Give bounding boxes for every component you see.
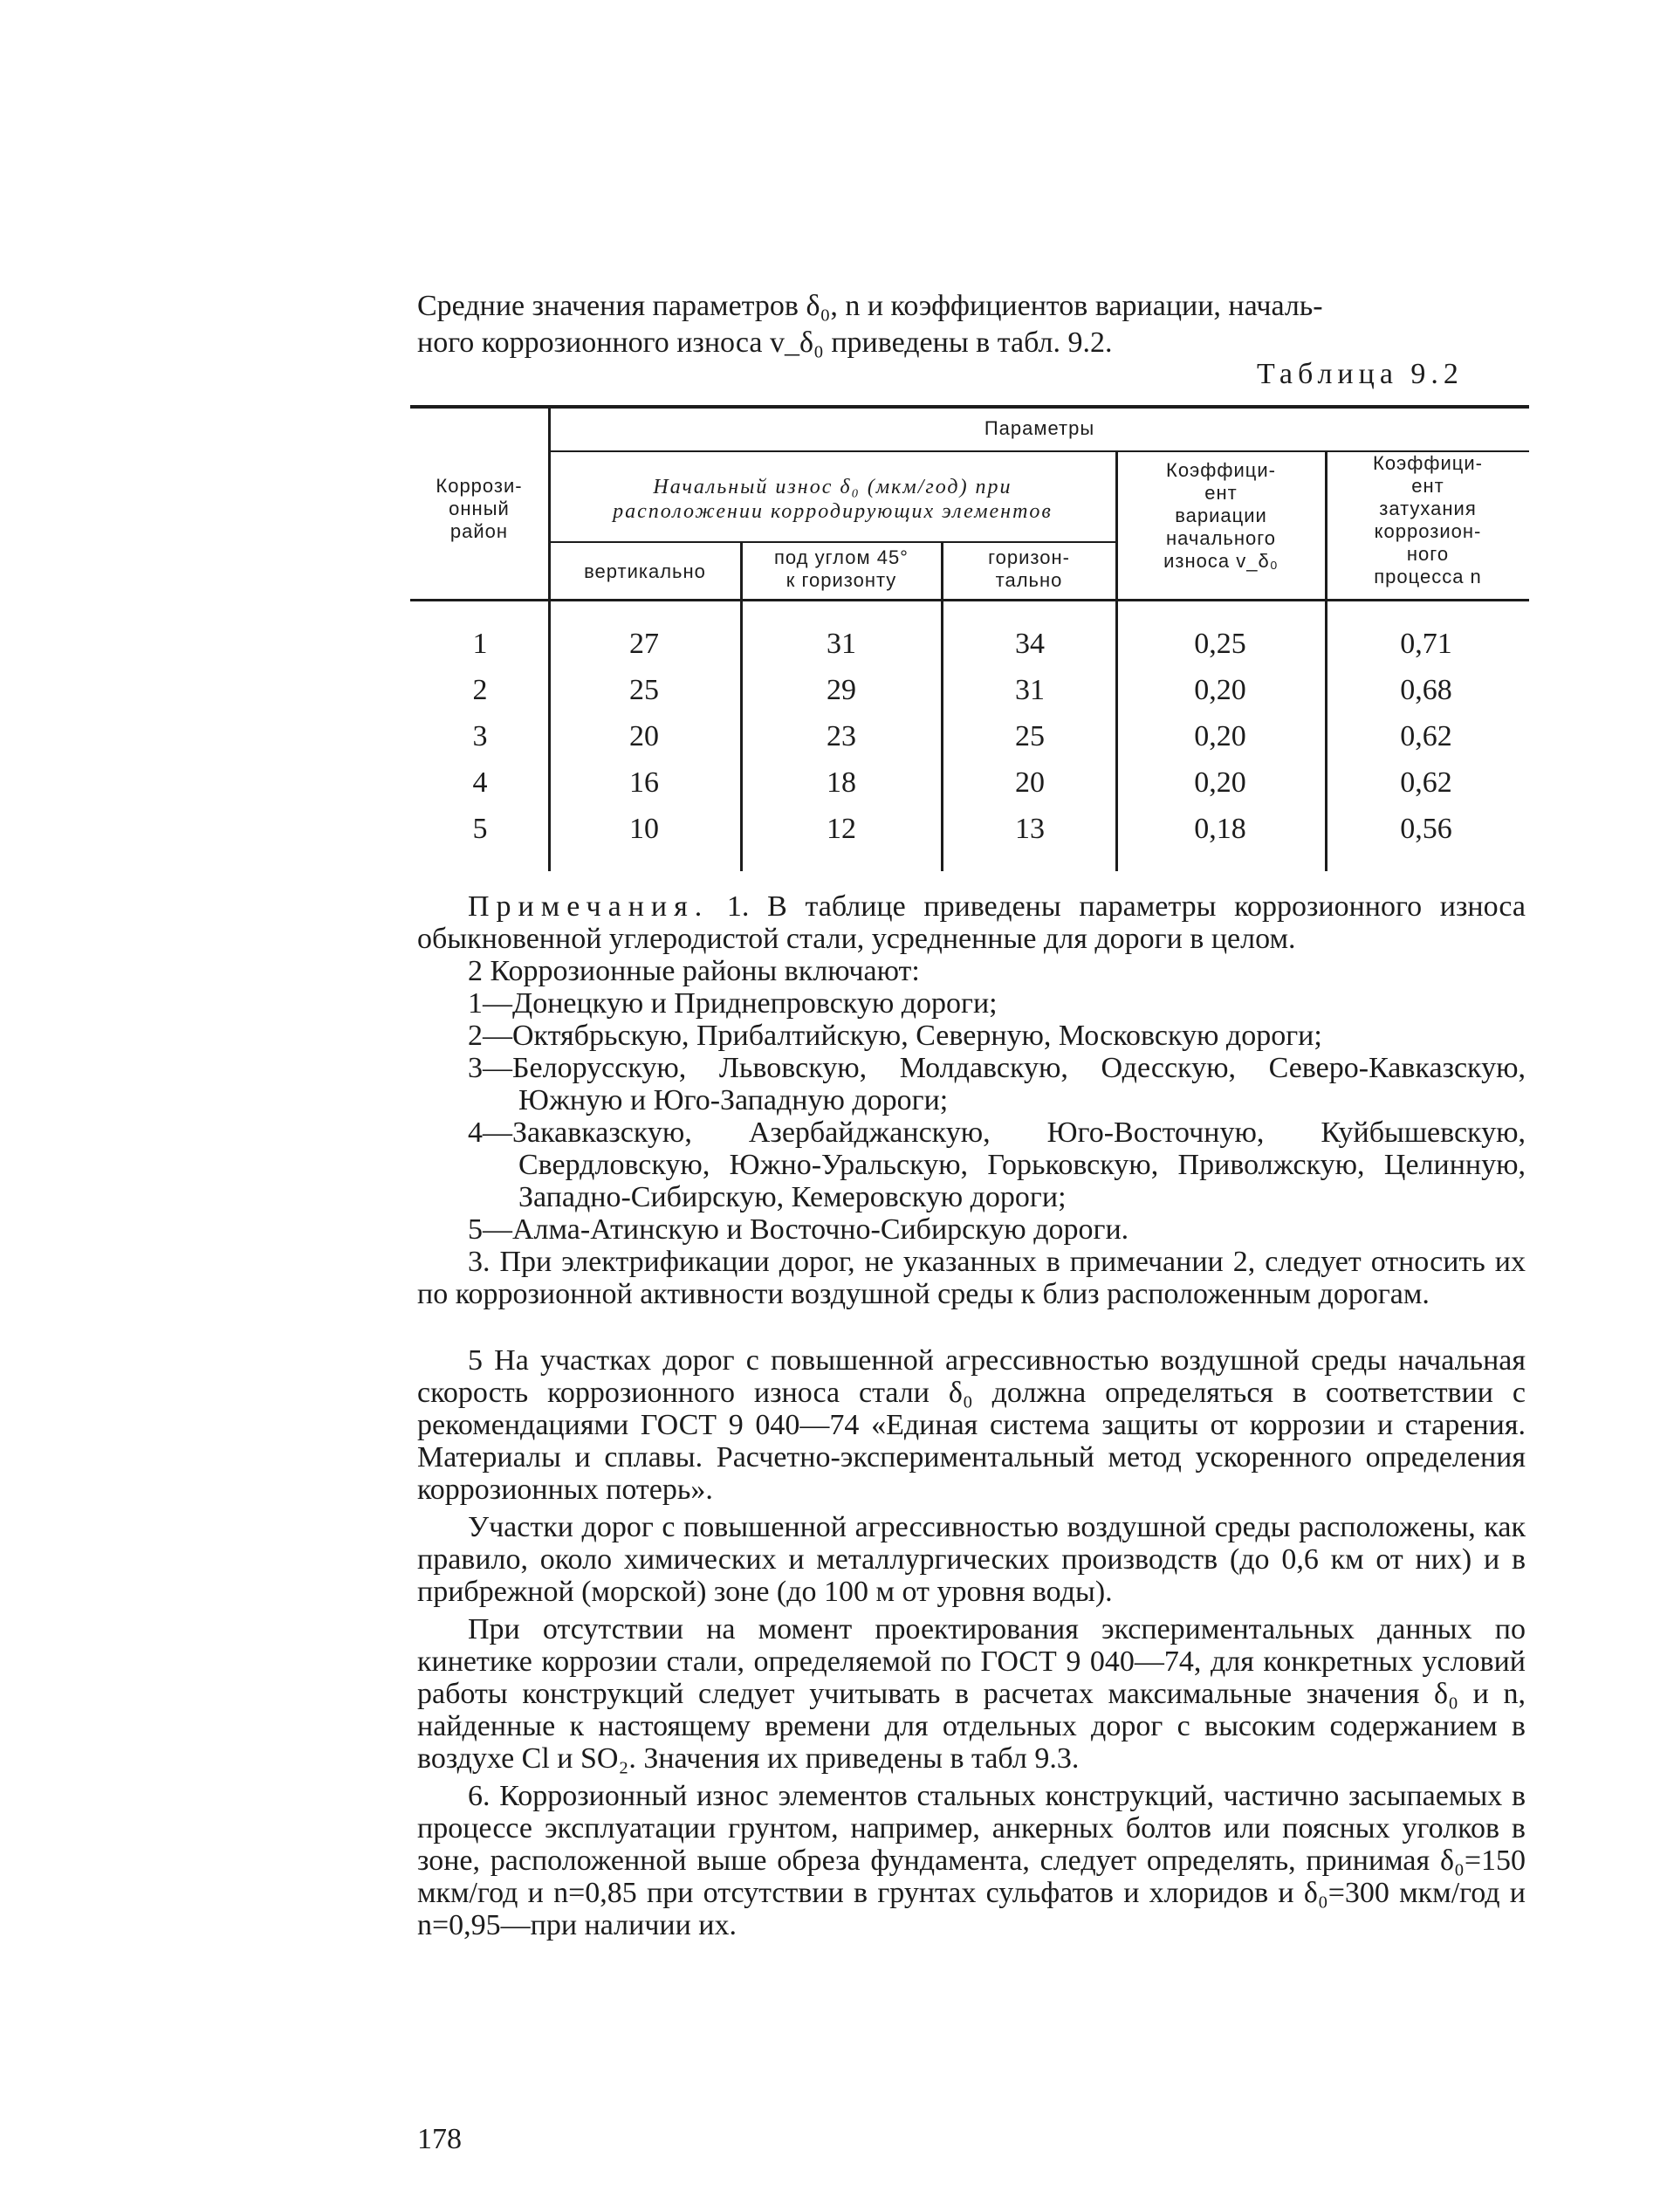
cell-damping: 0,56	[1400, 813, 1452, 845]
cell-region: 1	[472, 628, 488, 660]
notes-heading: Примечания.	[468, 890, 710, 923]
note-3: 3. При электрификации дорог, не указанных в примечании 2, следует относить их по коррозионной активности воздушной среды к близ расположенным дорогам.	[417, 1246, 1526, 1310]
table-caption: Таблица 9.2	[1257, 358, 1464, 390]
cell-variation: 0,20	[1194, 674, 1246, 706]
cell-vertical: 20	[629, 720, 659, 752]
header-parameters: Параметры	[984, 417, 1095, 439]
cell-region: 4	[472, 766, 488, 799]
header-angle45: под углом 45° к горизонту	[774, 546, 909, 591]
cell-region: 5	[472, 813, 488, 845]
cell-horizontal: 31	[1015, 674, 1045, 706]
cell-horizontal: 25	[1015, 720, 1045, 752]
region-5: 5—Алма-Атинскую и Восточно-Сибирскую дороги.	[468, 1213, 1129, 1246]
cell-variation: 0,20	[1194, 766, 1246, 799]
note-2: 2 Коррозионные районы включают:	[468, 955, 920, 987]
cell-variation: 0,18	[1194, 813, 1246, 845]
paragraph-absence: При отсутствии на момент проектирования экспериментальных данных по кинетике коррозии стали, определяемой по ГОСТ 9 040—74, для конкретных условий работы конструкций следует учитывать в расчетах максимальные значения δ₀ и n, найденные к настоящему времени для отдельных дорог с высоким содержанием в воздухе Cl и SO₂. Значения их приведены в табл 9.3.	[417, 1613, 1526, 1775]
paragraph-6: 6. Коррозионный износ элементов стальных конструкций, частично засыпаемых в процессе эксплуатации грунтом, например, анкерных болтов или поясных уголков в зоне, расположенной выше обреза фундамента, следует определять, принимая δ₀=150 мкм/год и n=0,85 при отсутствии в грунтах сульфатов и хлоридов и δ₀=300 мкм/год и n=0,95—при наличии их.	[417, 1780, 1526, 1941]
cell-damping: 0,62	[1400, 720, 1452, 752]
parameters-table	[410, 405, 1529, 873]
region-2: 2—Октябрьскую, Прибалтийскую, Северную, Московскую дороги;	[468, 1020, 1322, 1052]
cell-angle45: 31	[827, 628, 856, 660]
cell-vertical: 27	[629, 628, 659, 660]
cell-angle45: 18	[827, 766, 856, 799]
header-initial-wear: Начальный износ δ₀ (мкм/год) при расположении корродирующих элементов	[613, 476, 1053, 523]
main-body-text	[417, 1344, 1526, 1947]
cell-angle45: 12	[827, 813, 856, 845]
cell-vertical: 25	[629, 674, 659, 706]
cell-damping: 0,68	[1400, 674, 1452, 706]
cell-damping: 0,71	[1400, 628, 1452, 660]
table-top-rule	[410, 405, 1529, 409]
cell-vertical: 16	[629, 766, 659, 799]
paragraph-areas: Участки дорог с повышенной агрессивностью воздушной среды расположены, как правило, около химических и металлургических производств (до 0,6 км от них) и в прибрежной (морской) зоне (до 100 м от уровня воды).	[417, 1511, 1526, 1608]
region-3: 3—Белорусскую, Львовскую, Молдавскую, Одесскую, Северо-Кавказскую, Южную и Юго-Западную дороги;	[468, 1052, 1526, 1116]
paragraph-5: 5 На участках дорог с повышенной агрессивностью воздушной среды начальная скорость коррозионного износа стали δ₀ должна определяться в соответствии с рекомендациями ГОСТ 9 040—74 «Единая система защиты от коррозии и старения. Материалы и сплавы. Расчетно-экспериментальный метод ускоренного определения коррозионных потерь».	[417, 1344, 1526, 1506]
cell-horizontal: 13	[1015, 813, 1045, 845]
cell-vertical: 10	[629, 813, 659, 845]
header-region: Коррози- онный район	[436, 475, 523, 542]
page-number: 178	[417, 2123, 462, 2155]
region-1: 1—Донецкую и Приднепровскую дороги;	[468, 987, 998, 1020]
header-subgroup-rule	[548, 541, 1115, 543]
note-1: 1. В таблице приведены параметры коррозионного износа обыкновенной углеродистой стали, усредненные для дороги в целом.	[417, 890, 1526, 955]
cell-region: 3	[472, 720, 488, 752]
table-notes	[417, 890, 1526, 1310]
cell-region: 2	[472, 674, 488, 706]
cell-horizontal: 20	[1015, 766, 1045, 799]
header-vertical: вертикально	[584, 560, 706, 582]
header-variation: Коэффици- ент вариации начального износа v_δ₀	[1163, 459, 1279, 572]
region-4: 4—Закавказскую, Азербайджанскую, Юго-Восточную, Куйбышевскую, Свердловскую, Южно-Уральскую, Горьковскую, Приволжскую, Целинную, Западно-Сибирскую, Кемеровскую дороги;	[468, 1116, 1526, 1213]
intro-line-1: Средние значения параметров δ₀, n и коэффициентов вариации, началь-	[417, 290, 1323, 322]
header-horizontal: горизон- тально	[988, 546, 1070, 591]
cell-variation: 0,20	[1194, 720, 1246, 752]
cell-angle45: 23	[827, 720, 856, 752]
header-damping: Коэффици- ент затухания коррозион- ного процесса n	[1373, 452, 1483, 587]
intro-line-2: ного коррозионного износа v_δ₀ приведены в табл. 9.2.	[417, 326, 1113, 359]
cell-horizontal: 34	[1015, 628, 1045, 660]
cell-damping: 0,62	[1400, 766, 1452, 799]
cell-angle45: 29	[827, 674, 856, 706]
intro-paragraph	[417, 288, 1526, 361]
header-bottom-rule	[410, 599, 1529, 601]
cell-variation: 0,25	[1194, 628, 1246, 660]
